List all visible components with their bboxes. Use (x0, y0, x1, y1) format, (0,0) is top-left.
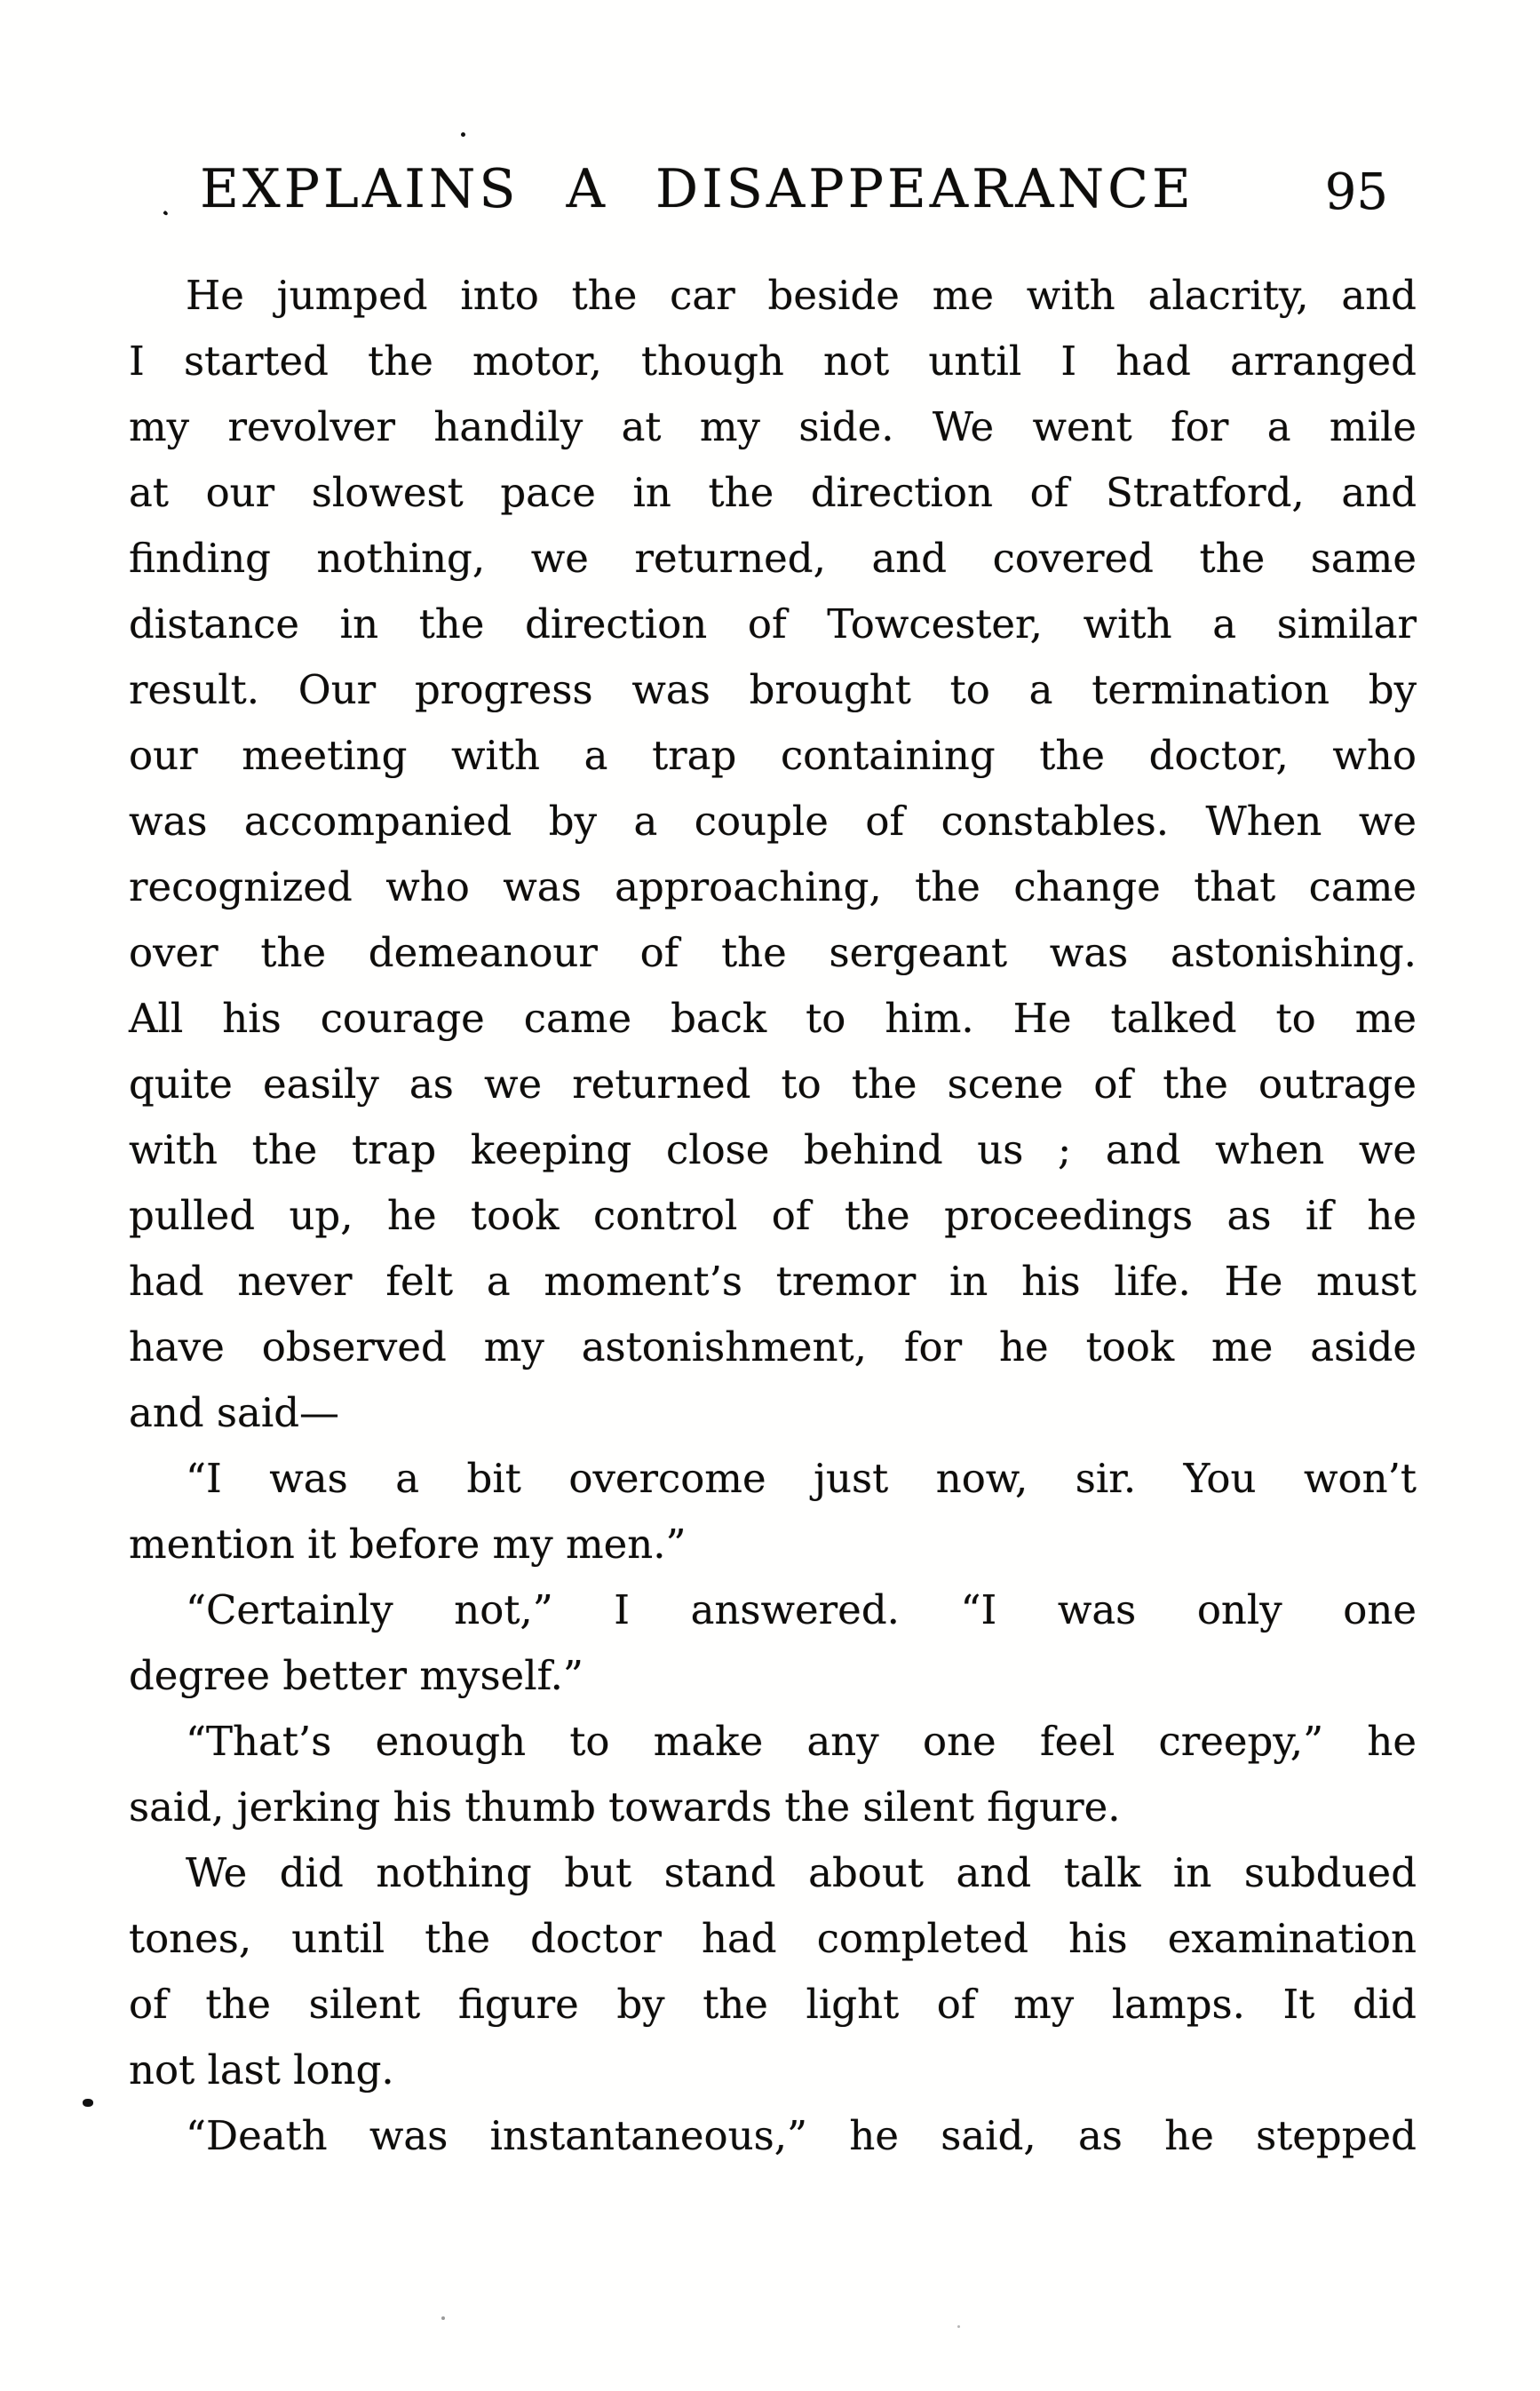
text-line: I started the motor, though not until I had arranged (129, 338, 1417, 385)
text-line: not last long. (129, 2046, 394, 2093)
text-line: distance in the direction of Towcester, with a similar (129, 600, 1417, 647)
running-head (129, 158, 1417, 220)
scan-speck (83, 2099, 93, 2107)
text-line: at our slowest pace in the direction of Stratford, and (129, 469, 1417, 516)
text-line: “That’s enough to make any one feel creepy,” he (186, 1718, 1417, 1765)
text-line: said, jerking his thumb towards the silent figure. (129, 1783, 1121, 1831)
chapter-title: EXPLAINS A DISAPPEARANCE (200, 158, 1195, 220)
page-number: 95 (1324, 163, 1388, 221)
text-line: degree better myself.” (129, 1652, 583, 1699)
text-line: finding nothing, we returned, and covered the same (129, 535, 1417, 582)
text-line: “I was a bit overcome just now, sir. You won’t (186, 1455, 1417, 1502)
text-line: tones, until the doctor had completed his examination (129, 1915, 1417, 1962)
body-text (129, 263, 1417, 2169)
text-line: with the trap keeping close behind us ; and when we (129, 1126, 1417, 1173)
text-line: All his courage came back to him. He talked to me (129, 995, 1417, 1042)
text-line: and said— (129, 1389, 340, 1436)
text-line: had never felt a moment’s tremor in his life. He must (129, 1258, 1417, 1305)
scan-speck (441, 2316, 445, 2320)
text-line: was accompanied by a couple of constables. When we (129, 798, 1417, 845)
text-line: our meeting with a trap containing the doctor, who (129, 732, 1417, 779)
text-line: over the demeanour of the sergeant was astonishing. (129, 929, 1417, 976)
text-line: “Death was instantaneous,” he said, as he stepped (186, 2112, 1417, 2159)
scan-speck (957, 2325, 960, 2328)
text-line: recognized who was approaching, the change that came (129, 863, 1417, 910)
text-line: pulled up, he took control of the proceedings as if he (129, 1192, 1417, 1239)
text-line: He jumped into the car beside me with alacrity, and (186, 272, 1417, 319)
text-line: of the silent figure by the light of my lamps. It did (129, 1981, 1417, 2028)
text-line: mention it before my men.” (129, 1521, 687, 1568)
scan-speck (461, 132, 465, 137)
text-line: quite easily as we returned to the scene of the outrage (129, 1060, 1417, 1108)
text-line: “Certainly not,” I answered. “I was only one (186, 1586, 1417, 1633)
text-line: result. Our progress was brought to a termination by (129, 666, 1417, 713)
text-line: my revolver handily at my side. We went for a mile (129, 403, 1417, 450)
text-line: We did nothing but stand about and talk in subdued (186, 1849, 1417, 1896)
text-line: have observed my astonishment, for he took me aside (129, 1323, 1417, 1370)
